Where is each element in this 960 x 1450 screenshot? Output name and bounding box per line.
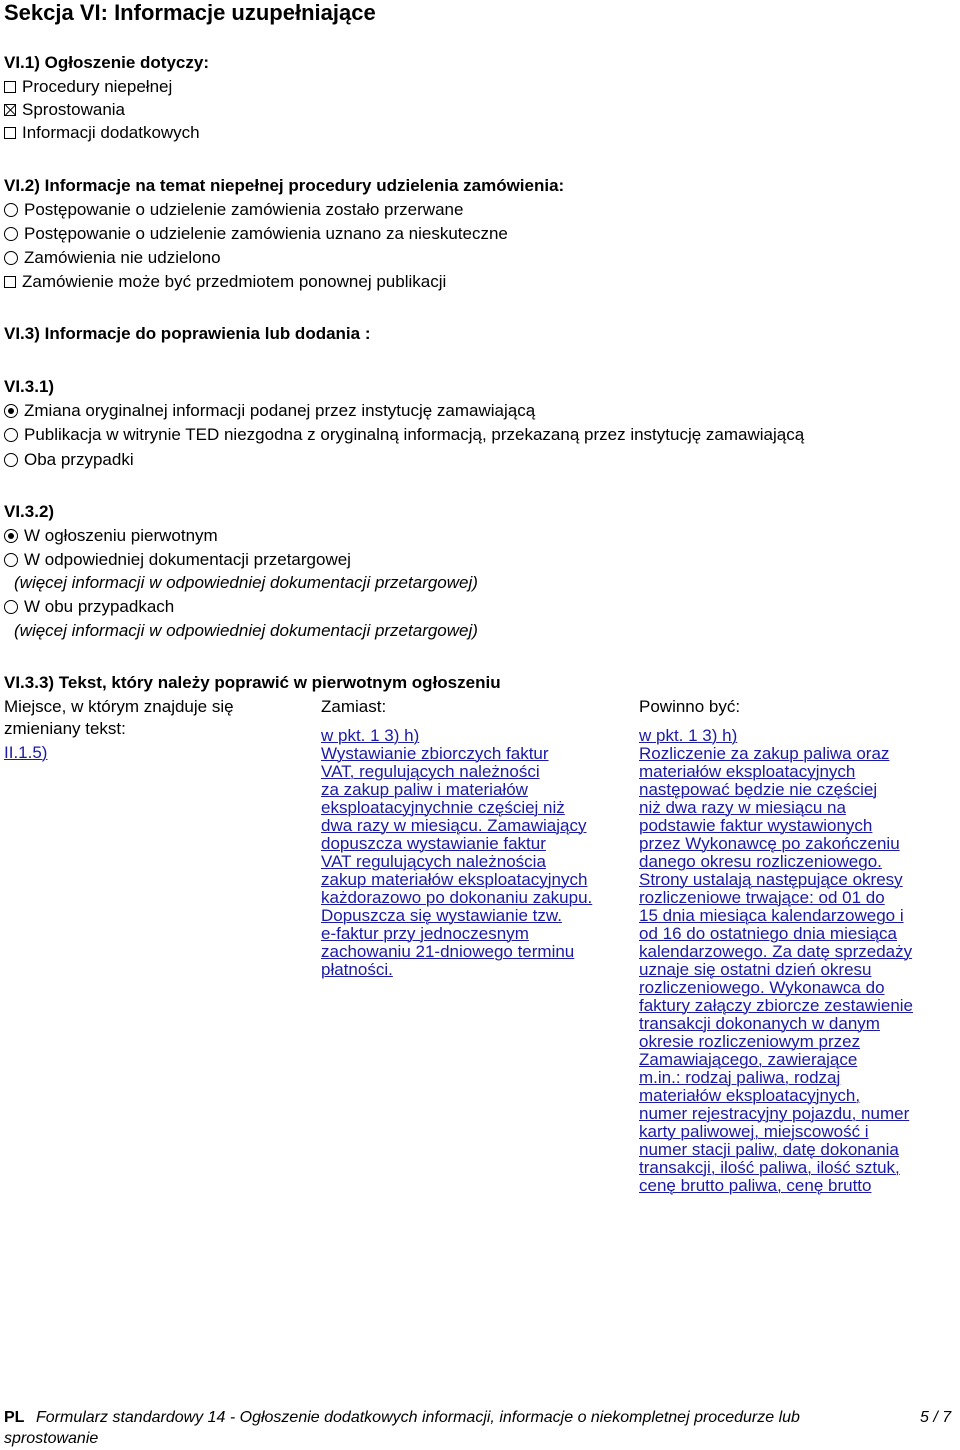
- vi32-option-ogloszenie[interactable]: W ogłoszeniu pierwotnym: [4, 526, 218, 546]
- vi33-heading: VI.3.3) Tekst, który należy poprawić w pierwotnym ogłoszeniu: [4, 673, 501, 692]
- footer-form-title: Formularz standardowy 14 - Ogłoszenie dodatkowych informacji, informacje o niekompletnej procedurze lub: [36, 1409, 800, 1426]
- vi2-option-ponownej-publikacji[interactable]: Zamówienie może być przedmiotem ponownej publikacji: [4, 272, 446, 292]
- vi32-option-dokumentacja[interactable]: W odpowiedniej dokumentacji przetargowej: [4, 550, 351, 570]
- vi1-heading: VI.1) Ogłoszenie dotyczy:: [4, 53, 209, 72]
- vi2-option-przerwane[interactable]: Postępowanie o udzielenie zamówienia zostało przerwane: [4, 200, 463, 220]
- should-be-column-header: Powinno być:: [639, 697, 741, 716]
- radio-unchecked-icon: [4, 251, 18, 265]
- footer-lang: PL: [4, 1409, 25, 1426]
- vi31-option-oba[interactable]: Oba przypadki: [4, 450, 134, 470]
- vi32-note: (więcej informacji w odpowiedniej dokumentacji przetargowej): [14, 621, 478, 640]
- vi2-heading: VI.2) Informacje na temat niepełnej procedury udzielenia zamówienia:: [4, 176, 565, 195]
- radio-unchecked-icon: [4, 203, 18, 217]
- vi31-option-publikacja-ted[interactable]: Publikacja w witrynie TED niezgodna z oryginalną informacją, przekazaną przez instytucję zamawiającą: [4, 425, 804, 445]
- section-title: Sekcja VI: Informacje uzupełniające: [4, 0, 376, 25]
- vi32-note: (więcej informacji w odpowiedniej dokumentacji przetargowej): [14, 573, 478, 592]
- radio-unchecked-icon: [4, 600, 18, 614]
- radio-checked-icon: [4, 529, 18, 543]
- checkbox-unchecked-icon: [4, 81, 16, 93]
- checkbox-unchecked-icon: [4, 127, 16, 139]
- vi1-option-sprostowania[interactable]: Sprostowania: [4, 100, 125, 120]
- should-be-text: w pkt. 1 3) h) Rozliczenie za zakup paliwa oraz materiałów eksploatacyjnych następować będzie nie częściej niż dwa razy w miesiącu na podstawie faktur wystawionych przez Wykonawcę po zakończeniu danego okresu rozliczeniowego. Strony ustalają następujące okresy rozliczeniowe trwające: od 01 do 15 dnia miesiąca kalendarzowego i od 16 do ostatniego dnia miesiąca kalendarzowego. Za datę sprzedaży uznaje się ostatni dzień okresu rozliczeniowego. Wykonawca do faktury załączy zbiorcze zestawienie transakcji dokonanych w danym okresie rozliczeniowym przez Zamawiającego, zawierające m.in.: rodzaj paliwa, rodzaj materiałów eksploatacyjnych, numer rejestracyjny pojazdu, numer karty paliwowej, miejscowość i numer stacji paliw, datę dokonania transakcji, ilość paliwa, ilość sztuk, cenę brutto paliwa, cenę brutto: [639, 726, 914, 1195]
- vi31-heading: VI.3.1): [4, 377, 55, 396]
- radio-unchecked-icon: [4, 227, 18, 241]
- radio-checked-icon: [4, 404, 18, 418]
- vi1-option-informacji[interactable]: Informacji dodatkowych: [4, 123, 200, 143]
- vi3-heading: VI.3) Informacje do poprawienia lub dodania :: [4, 324, 371, 343]
- footer-form-title-cont: sprostowanie: [4, 1430, 99, 1447]
- vi1-option-procedury[interactable]: Procedury niepełnej: [4, 77, 172, 97]
- footer-page-number: 5 / 7: [920, 1409, 952, 1426]
- radio-unchecked-icon: [4, 453, 18, 467]
- vi31-option-zmiana[interactable]: Zmiana oryginalnej informacji podanej przez instytucję zamawiającą: [4, 401, 535, 421]
- vi2-option-nieskuteczne[interactable]: Postępowanie o udzielenie zamówienia uznano za nieskuteczne: [4, 224, 508, 244]
- vi32-heading: VI.3.2): [4, 502, 55, 521]
- instead-text: w pkt. 1 3) h) Wystawianie zbiorczych faktur VAT, regulujących należności za zakup paliw i materiałów eksploatacyjnychnie częściej niż dwa razy w miesiącu. Zamawiający dopuszcza wystawianie faktur VAT regulujących należnościa zakup materiałów eksploatacyjnych każdorazowo po dokonaniu zakupu. Dopuszcza się wystawianie tzw. e-faktur przy jednoczesnym zachowaniu 21-dniowego terminu płatności.: [321, 726, 593, 979]
- vi32-option-oba[interactable]: W obu przypadkach: [4, 597, 174, 617]
- checkbox-unchecked-icon: [4, 276, 16, 288]
- instead-column-header: Zamiast:: [321, 697, 387, 716]
- vi2-option-nie-udzielono[interactable]: Zamówienia nie udzielono: [4, 248, 221, 268]
- radio-unchecked-icon: [4, 428, 18, 442]
- checkbox-checked-icon: [4, 104, 16, 116]
- changed-place-value: II.1.5): [4, 743, 48, 762]
- place-column-header: Miejsce, w którym znajduje się zmieniany tekst:: [4, 697, 234, 738]
- radio-unchecked-icon: [4, 553, 18, 567]
